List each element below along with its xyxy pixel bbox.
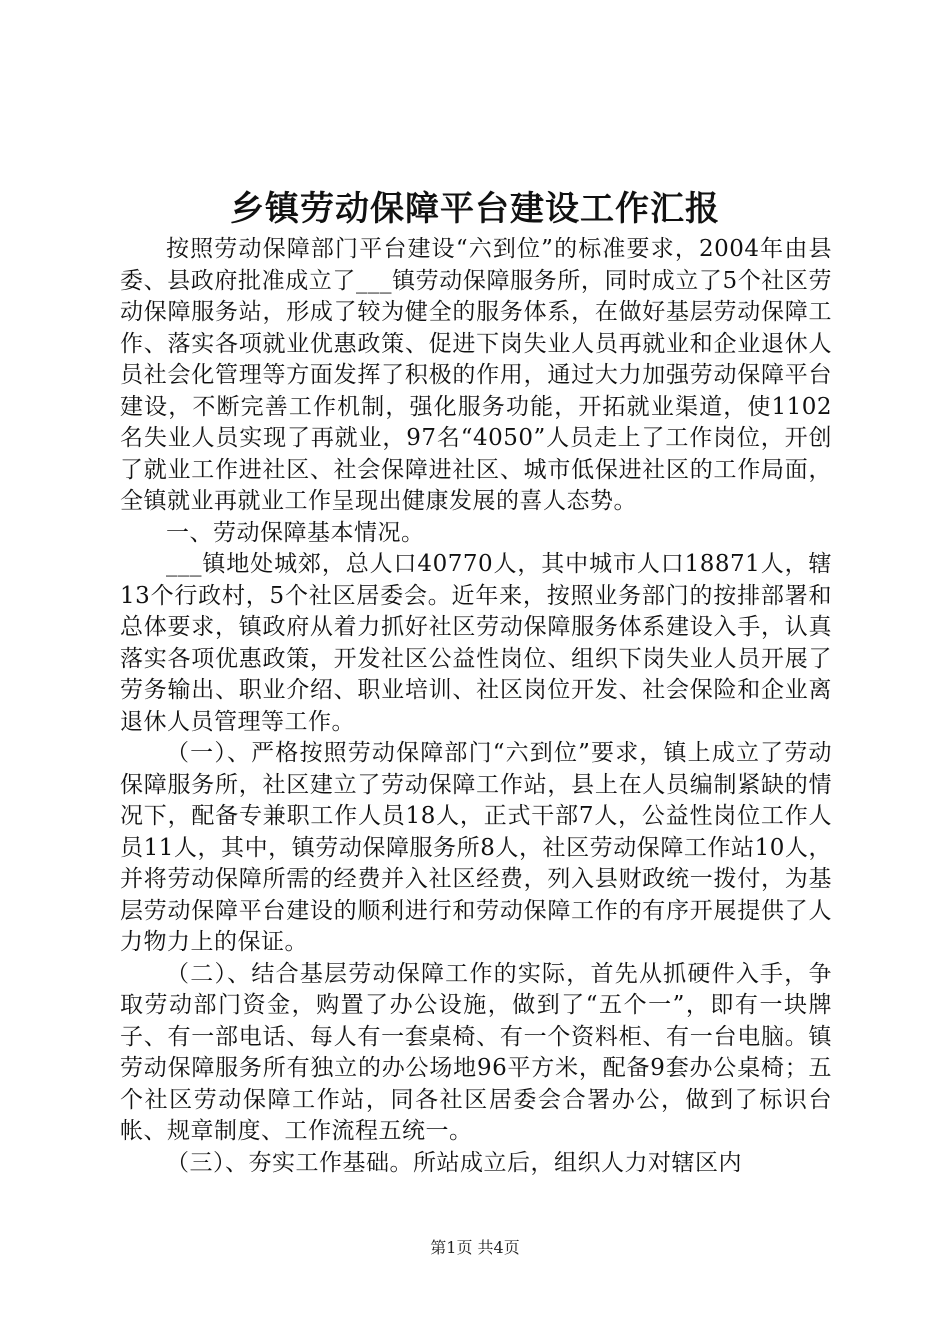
document-body [120,234,832,1179]
page-number-footer: 第1页 共4页 [430,1238,520,1257]
paragraph-item-2: （二）、结合基层劳动保障工作的实际，首先从抓硬件入手，争取劳动部门资金，购置了办公设施，做到了“五个一”，即有一块牌子、有一部电话、每人有一套桌椅、有一个资料柜、有一台电脑。镇劳动保障服务所有独立的办公场地96平方米，配备9套办公桌椅；五个社区劳动保障工作站，同各社区居委会合署办公，做到了标识台帐、规章制度、工作流程五统一。 [120,960,832,1144]
section-heading-basic-situation: 一、劳动保障基本情况。 [166,519,425,546]
paragraph-intro: 按照劳动保障部门平台建设“六到位”的标准要求，2004年由县委、县政府批准成立了___镇劳动保障服务所，同时成立了5个社区劳动保障服务站，形成了较为健全的服务体系，在做好基层劳动保障工作、落实各项就业优惠政策、促进下岗失业人员再就业和企业退休人员社会化管理等方面发挥了积极的作用，通过大力加强劳动保障平台建设，不断完善工作机制，强化服务功能，开拓就业渠道，使1102名失业人员实现了再就业，97名“4050”人员走上了工作岗位，开创了就业工作进社区、社会保障进社区、城市低保进社区的工作局面，全镇就业再就业工作呈现出健康发展的喜人态势。 [120,236,832,514]
paragraph-basic-situation: ___镇地处城郊，总人口40770人，其中城市人口18871人，辖13个行政村，5个社区居委会。近年来，按照业务部门的按排部署和总体要求，镇政府从着力抓好社区劳动保障服务体系建设入手，认真落实各项优惠政策，开发社区公益性岗位、组织下岗失业人员开展了劳务输出、职业介绍、职业培训、社区岗位开发、社会保险和企业离退休人员管理等工作。 [120,551,832,735]
document-title: 乡镇劳动保障平台建设工作汇报 [230,189,720,229]
paragraph-item-1: （一）、严格按照劳动保障部门“六到位”要求，镇上成立了劳动保障服务所，社区建立了劳动保障工作站，县上在人员编制紧缺的情况下，配备专兼职工作人员18人，正式干部7人，公益性岗位工作人员11人，其中，镇劳动保障服务所8人，社区劳动保障工作站10人，并将劳动保障所需的经费并入社区经费，列入县财政统一拨付，为基层劳动保障平台建设的顺利进行和劳动保障工作的有序开展提供了人力物力上的保证。 [120,740,832,955]
paragraph-item-3: （三）、夯实工作基础。所站成立后，组织人力对辖区内 [166,1149,742,1176]
